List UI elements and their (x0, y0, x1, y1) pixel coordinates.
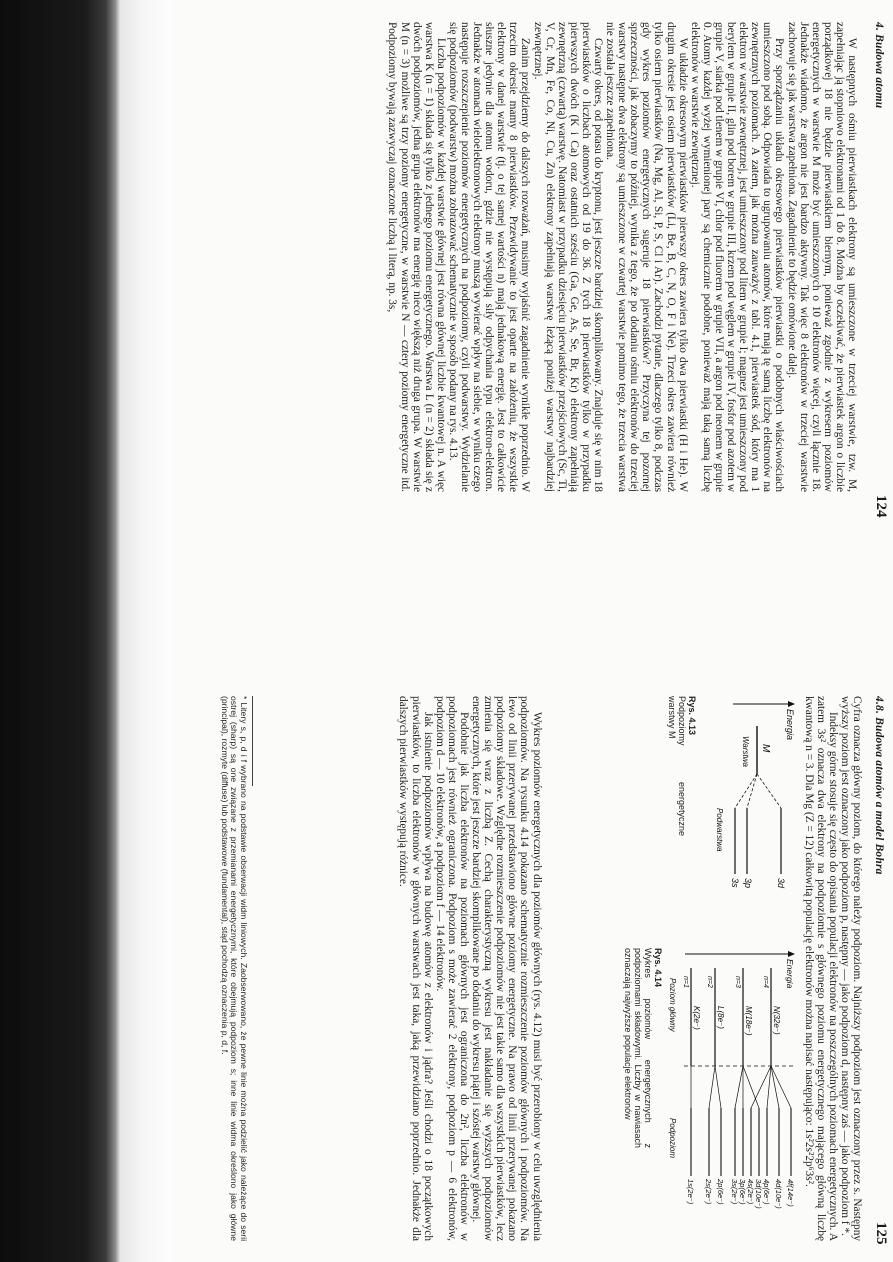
figure-caption (667, 696, 697, 836)
sublevel-label: 3d (775, 878, 786, 889)
sublevel-label: 1s(2e⁻) (685, 1179, 695, 1205)
main-level-label: K(2e⁻) (691, 1006, 701, 1030)
main-level-label: L(8e⁻) (715, 1006, 725, 1029)
footnote-rule (252, 696, 253, 786)
energy-level-diagram (679, 948, 797, 1241)
sublevel-label: 3p (742, 878, 753, 889)
main-level-label: N(32e⁻) (771, 1006, 781, 1035)
sublevel-lines (691, 1108, 791, 1176)
sublevel-label: 2s(2e⁻) (703, 1179, 713, 1205)
quantum-n: n=1 (681, 976, 689, 988)
connector (735, 774, 757, 808)
paragraph: Liczba podpoziomów w każdej warstwie głównej jest równa głównej liczbie kwantowej n. A więc warstwa K (n = 1) składa się tylko z jednego poziomu energetycznego. Warstwa L (n = 2) składa się z dwóch podpoziomów, jedna grupa elektronów ma energię nieco większą niż druga grupa. W warstwie M (n = 3) możliwe są trzy poziomy energetyczne, w warstwie N — cztery poziomy energetyczne itd. Podpoziomy bywają zazwyczaj oznaczone liczbą i literą, np. 3s, (386, 22, 447, 492)
page-gutter (120, 0, 172, 1262)
axis-right-label: Podpoziom (667, 1118, 677, 1159)
book-binding-shadow (0, 0, 120, 1262)
paragraph: Przy sporządzaniu układu okresowego pierwiastków pierwiastki o podobnych właściwościach umieszczono pod sobą. Odpowiada to ugrupowaniu atomów, które mają tę samą liczbę elektronów na zewnętrznych poziomach. A zatem, jak można zauważyć z tabl. 4.1, pierwiastek sód, który ma 1 elektron w warstwie zewnętrznej, jest umieszczony pod litem w grupie I; magnez jest umieszczony pod berylem w grupie II, glin pod borem w grupie III, krzem pod węglem w grupie IV, fosfor pod azotem w grupie V, siarka pod tlenem w grupie VI, chlor pod fluorem w grupie VII, a argon pod neonem w grupie 0. Atomy każdej wyżej wymienionej pary są chemicznie podobne, ponieważ mają taką samą liczbę elektronów w warstwie zewnętrznej. (688, 22, 786, 492)
left-page (172, 0, 893, 640)
paragraph: Czwarty okres, od potasu do kryptonu, jest jeszcze bardziej skomplikowany. Znajduje się w nim 18 pierwiastków o liczbach atomowych od 19 do 36. Z tych 18 pierwiastków tylko w przypadku pierwszych dwóch (K i Ca) oraz ostatnich sześciu (Ga, Ge, As, Se, Br, Kr) elektrony zapełniają zewnętrzną (czwartą) warstwę. Natomiast w przypadku dziesięciu pierwiastków przejściowych (Sc, Ti, V, Cr, Mn, Fe, Co, Ni, Cu, Zn) elektrony zapełniają warstwę leżącą poniżej warstwy najbardziej zewnętrznej. (531, 22, 605, 492)
sublevel-label: 3p(6e⁻) (737, 1179, 747, 1205)
paragraph: Jak istnienie podpoziomów wpływa na budowę atomów z elektronów i jądra? Jeśli chodzi o 18 początkowych pierwiastków, to liczba elektronów w głównych warstwach jest taka, jaką przewidziano poprzednio. Jednakże dla dalszych pierwiastków występują różnice. (397, 696, 434, 1241)
connector (757, 774, 781, 808)
paragraph: Cyfra oznacza główny poziom, do którego należy podpoziom. Najniższy podpoziom jest oznaczony przez s. Następny wyższy poziom jest oznaczony jako podpoziom p, następny — jako podpoziom d, następny zaś — jako podpoziom f *. (838, 696, 863, 1241)
text-column (386, 22, 858, 492)
right-page (172, 640, 893, 1262)
sublevel-label: 4f(14e⁻) (785, 1179, 795, 1207)
arrow-icon (788, 701, 795, 707)
paragraph: W układzie okresowym pierwiastków pierwszy okres zawiera tylko dwa pierwiastki (H i He). W drugim okresie jest osiem pierwiastków (Li, Be, B, C, N, O, F i Ne). Trzeci okres zawiera również tylko osiem pierwiastków (Na, Mg, Al, Si, P, S, Cl i Ar). Zachodzi pytanie, dlaczego tylko 8, podczas gdy wykres poziomów energetycznych sugeruje 18 pierwiastków? Przyczyna tej pozornej sprzeczności, jak zobaczymy to później, wynika z tego, że po dodaniu ośmiu elektronów do trzeciej warstwy następne dwa elektrony są umieszczone w czwartej warstwie pomimo tego, że trzecia warstwa nie została jeszcze zapełniona. (604, 22, 689, 492)
caption-number: Rys. 4.14 (652, 948, 663, 988)
main-level-label: M(18e⁻) (743, 1006, 753, 1036)
sublevel-label: 4d(10e⁻) (773, 1179, 783, 1209)
quantum-n: n=4 (761, 976, 769, 988)
paragraph: Podobnie jak liczba elektronów na poziomach głównych jest ograniczona do 2n², liczba elektronów w podpoziomach jest również ograniczona. Podpoziom s może zawierać 2 elektrony, podpoziom p — 6 elektronów, podpoziom d — 10 elektronów, a podpoziom f — 14 elektronów. (433, 696, 470, 1241)
main-level-label: M (759, 744, 771, 753)
sublevel-label: 2p(6e⁻) (715, 1179, 725, 1205)
figures-row (549, 696, 797, 1241)
connector (747, 774, 757, 808)
paragraph: W następnych ośmiu pierwiastkach elektrony są umieszczone w trzeciej warstwie, tzw. M, zapełniając ją stopniowo elektronami od 1 do 8. Można by oczekiwać, że pierwiastek argon o liczbie porządkowej 18 nie będzie pierwiastkiem biernym, ponieważ zgodnie z wykresem poziomów energetycznych w warstwie M może być umieszczonych o 10 elektronów więcej, czyli łącznie 18. Jednakże wiadomo, że argon nie jest bardzo aktywny. Tak więc 8 elektronów w trzeciej warstwie zachowuje się jak warstwa zapełniona. Zagadnienie to będzie omówione dalej. (785, 22, 858, 492)
axis-titles (667, 948, 679, 1241)
warstwa-label: Warstwa (740, 736, 750, 767)
caption-text: Wykres poziomów energetycznych z podpoziomami składowymi. Liczby w nawiasach oznaczają najwyższe populacje elektronów (622, 948, 653, 1148)
rotated-spread (172, 0, 893, 1262)
sublevel-label: 3s(2e⁻) (729, 1179, 739, 1205)
sublevel-label: 3s (729, 878, 740, 888)
page-number: 124 (873, 495, 889, 518)
sublevel-diagram (699, 696, 797, 936)
paragraph: Indeksy górne stosuje się często do opisania populacji elektronów na poszczególnych poziomach energetycznych. A zatem 3s² oznacza dwa elektrony na podpoziomie s głównego poziomu energetycznego mającego główną liczbę kwantową n = 3. Dla Mg (Z = 12) całkowitą populację elektronów można napisać następująco: 1s²2s²2p⁶3s². (802, 696, 839, 1241)
energy-label: Energia (784, 959, 795, 989)
caption-text: Podpoziomy energetyczne warstwy M (666, 696, 687, 836)
sublevel-label: 4s(2e⁻) (745, 1179, 755, 1205)
figure-caption (623, 948, 663, 1148)
footnote: * Litery s, p, d i f wybrano na podstawie obserwacji widm liniowych. Zaobserwowano, że pewne linie można podzielić jako należące do serii ostrej (sharp) są one związane z przemianami energetycznymi, które obejmują podpoziom s; inne linie widma określono jako główne (principal), rozmyte (diffuse) lub podstawowe (fundamental), stąd pochodzą oznaczenia p, d, f. (219, 696, 249, 1241)
connectors (691, 1066, 791, 1108)
paragraph: Zanim przejdziemy do dalszych rozważań, musimy wyjaśnić zagadnienie wynikłe poprzednio. W trzecim okresie mamy 8 pierwiastków. Przewidywanie to jest oparte na założeniu, że wszystkie elektrony w danej warstwie (tj. o tej samej wartości n) mają jednakową energię. Jest to całkowicie słuszne jedynie dla atomu wodoru, gdzie nie występują siły odpychania typu elektron-elektron. Jednakże w atomach wieloelektronowych elektrony muszą wywierać wpływ na siebie, w wyniku czego następuje rozszczepienie poziomów energetycznych na podpoziomy, czyli podwarstwy. Wydzielanie się podpoziomów (podwarstw) można zobrazować schematycznie w sposób podany na rys. 4.13. (446, 22, 532, 492)
axis-left-label: Poziom główny (667, 978, 677, 1032)
text-column (397, 696, 863, 1241)
running-head: 4.8. Budowa atomów a model Bohra (873, 696, 885, 875)
energy-label: Energia (784, 709, 795, 741)
quantum-n: n=3 (733, 976, 741, 988)
figure-4-13 (549, 696, 797, 936)
podwarstwa-label: Podwarstwa (714, 808, 724, 852)
page-number: 125 (873, 1222, 889, 1245)
paragraph: Wykres poziomów energetycznych dla poziomów głównych (rys. 4.12) musi być przerobiony w celu uwzględnienia podpoziomów. Na rysunku 4.14 pokazano schematycznie rozmieszczenie poziomów głównych i podpoziomów. Na lewo od linii przerywanej przedstawiono główne poziomy energetyczne. Na prawo od linii przerywanej pokazano podpoziomy składowe. Względne rozmieszczenie podpoziomów nie jest takie samo dla wszystkich pierwiastków, lecz zmienia się wraz z liczbą Z. Cechą charakterystyczną wykresu jest nakładanie się wyższych podpoziomów energetycznych, które jest jeszcze bardziej skomplikowane po dodaniu do wykresu piątej i szóstej warstwy głównej. (470, 696, 543, 1241)
running-head: 4. Budowa atomu (873, 22, 885, 109)
arrow-icon (788, 951, 795, 957)
figure-4-14 (549, 948, 797, 1241)
sublevel-label: 3d(10e⁻) (753, 1179, 763, 1209)
quantum-n: n=2 (705, 976, 713, 988)
sublevel-label: 4p(6e⁻) (761, 1179, 771, 1205)
caption-number: Rys. 4.13 (686, 696, 697, 736)
